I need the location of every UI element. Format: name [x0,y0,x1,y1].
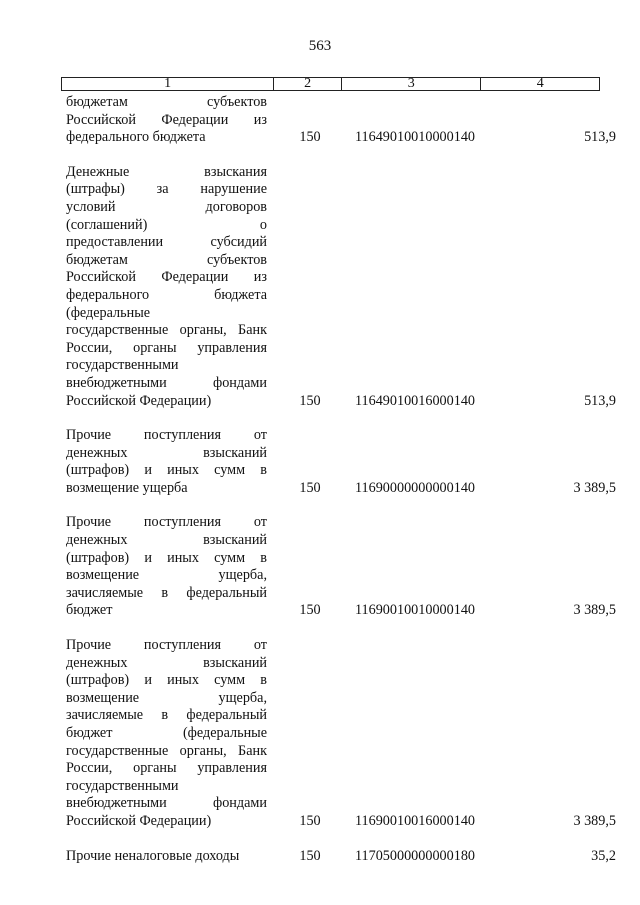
row-name-line: возмещение ущерба [66,479,188,496]
row-amount: 3 389,5 [573,479,616,496]
row-amount: 513,9 [584,392,616,409]
page-number: 563 [308,38,332,54]
row-amount: 3 389,5 [573,812,616,829]
row-admin-code: 150 [299,479,321,496]
table-row [0,637,640,831]
row-name-line: денежных взысканий [66,444,267,461]
row-budget-code: 11705000000000180 [354,847,476,864]
row-name-line: зачисляемые в федеральный [66,584,267,601]
row-name-line: предоставлении субсидий [66,234,267,251]
row-name-line: России, органы управления [66,760,267,777]
row-name-line: Прочие поступления от [66,427,267,444]
table-header [61,77,600,91]
row-budget-code: 11690010016000140 [354,812,476,829]
header-col-3: 3 [342,78,481,90]
row-name-line: Прочие поступления от [66,637,267,654]
row-admin-code: 150 [299,129,321,146]
row-name-line: (штрафы) за нарушение [66,181,267,198]
row-name-line: бюджет [66,602,113,619]
row-name-line: федерального бюджета [66,129,206,146]
row-name-line: возмещение ущерба, [66,689,267,706]
row-name-line: бюджетам субъектов [66,94,267,110]
row-admin-code: 150 [299,602,321,619]
row-name-cell [66,94,267,147]
row-name-line: (штрафов) и иных сумм в [66,549,267,566]
row-admin-code: 150 [299,392,321,409]
row-name-line: Российской Федерации) [66,812,212,829]
row-name-line: (штрафов) и иных сумм в [66,672,267,689]
row-name-line: Российской Федерации из [66,111,267,128]
row-name-line: Российской Федерации из [66,269,267,286]
row-name-cell [66,848,267,866]
row-name-line: государственными [66,357,179,374]
row-name-line: бюджетам субъектов [66,251,267,268]
row-budget-code: 11649010016000140 [354,392,476,409]
row-amount: 3 389,5 [573,602,616,619]
row-name-line: России, органы управления [66,339,267,356]
table-body [0,94,640,882]
table-row [0,848,640,866]
row-name-line: государственные органы, Банк [66,742,267,759]
header-col-4: 4 [536,76,544,91]
row-name-line: (соглашений) о [66,216,267,233]
row-name-line: денежных взысканий [66,654,267,671]
table-row [0,94,640,147]
row-budget-code: 11649010010000140 [354,129,476,146]
row-amount: 35,2 [591,847,616,864]
row-name-line: внебюджетными фондами [66,795,267,812]
row-amount: 513,9 [584,129,616,146]
row-name-cell [66,514,267,620]
row-name-line: возмещение ущерба, [66,567,267,584]
row-name-line: бюджет (федеральные [66,725,267,741]
row-name-line: внебюджетными фондами [66,374,267,391]
row-name-line: Прочие поступления от [66,514,267,531]
row-name-cell [66,427,267,497]
row-name-line: государственные органы, Банк [66,322,267,339]
row-name-line: Прочие неналоговые доходы [66,847,240,864]
row-name-line: (федеральные [66,304,151,321]
row-budget-code: 11690010010000140 [354,602,476,619]
row-name-cell [66,164,267,410]
table-row [0,164,640,410]
row-admin-code: 150 [299,812,321,829]
table-row [0,427,640,497]
row-name-line: денежных взысканий [66,532,267,549]
row-name-line: федерального бюджета [66,286,267,303]
row-name-line: Российской Федерации) [66,392,212,409]
row-name-line: государственными [66,777,179,794]
row-name-cell [66,637,267,831]
row-admin-code: 150 [299,847,321,864]
row-name-line: зачисляемые в федеральный [66,707,267,724]
row-name-line: (штрафов) и иных сумм в [66,462,267,479]
row-budget-code: 11690000000000140 [354,479,476,496]
header-col-1: 1 [62,78,274,90]
table-row [0,514,640,620]
row-name-line: условий договоров [66,198,267,215]
header-col-2: 2 [274,78,342,90]
row-name-line: Денежные взыскания [66,163,267,180]
